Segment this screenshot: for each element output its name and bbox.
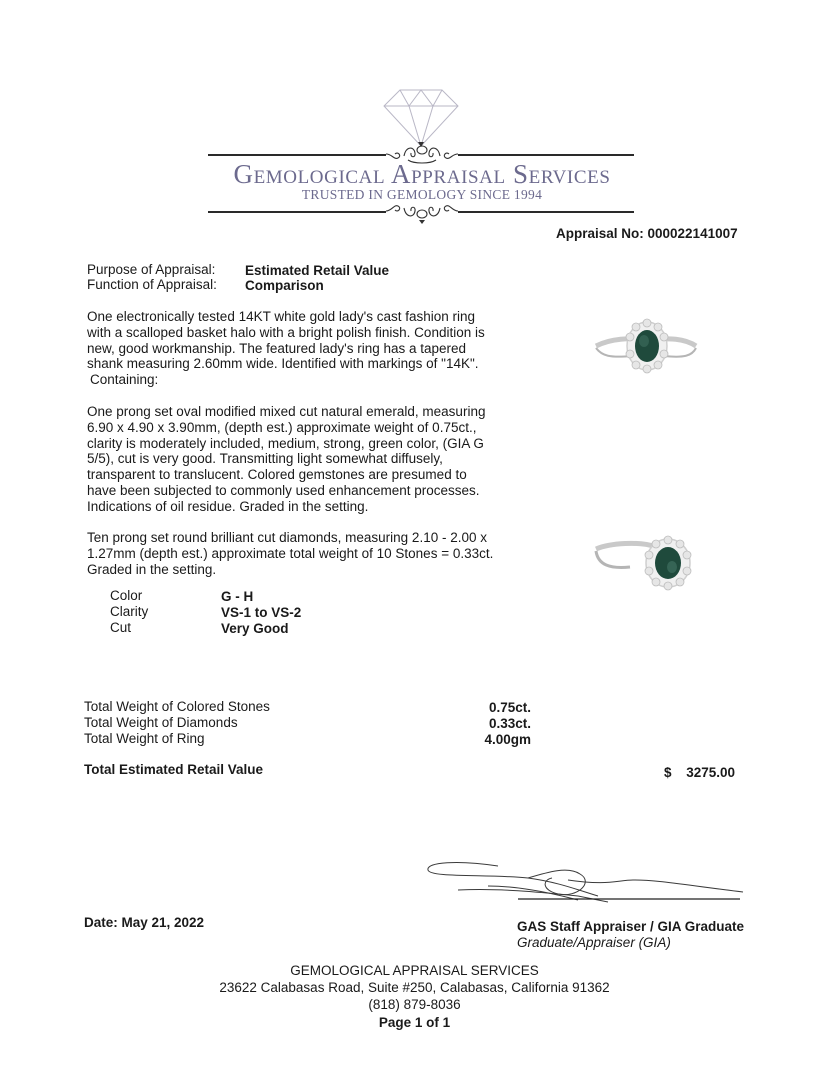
ring-description bbox=[87, 309, 497, 388]
flourish-ornament-icon bbox=[384, 200, 460, 224]
footer-address: 23622 Calabasas Road, Suite #250, Calabasas, California 91362 bbox=[219, 980, 610, 995]
total-value-ring: 4.00gm bbox=[484, 732, 531, 747]
page-number: Page 1 of 1 bbox=[378, 1015, 451, 1030]
containing-label: Containing: bbox=[90, 372, 159, 388]
total-value-colored-stones: 0.75ct. bbox=[488, 700, 531, 715]
header-rule bbox=[208, 211, 386, 213]
signature-subtitle: Graduate/Appraiser (GIA) bbox=[517, 935, 671, 950]
diamond-icon bbox=[382, 88, 460, 148]
total-label-colored-stones: Total Weight of Colored Stones bbox=[84, 699, 270, 714]
header-rule bbox=[458, 211, 634, 213]
currency-symbol: $ bbox=[664, 765, 672, 780]
header-rule bbox=[208, 154, 386, 156]
ring-description-text: One electronically tested 14KT white gold lady's cast fashion ring with a scalloped basket halo with a bright polish finish. Condition is new, good workmanship. The featured lady's ring has a tapered shank measuring 2.60mm wide. Identified with markings of "14K". bbox=[87, 309, 485, 372]
brand-tagline: TRUSTED IN GEMOLOGY SINCE 1994 bbox=[301, 187, 543, 202]
emerald-description: One prong set oval modified mixed cut natural emerald, measuring 6.90 x 4.90 x 3.90mm, (depth est.) approximate weight of 0.75ct., clarity is moderately included, medium, strong, green color, (GIA G 5/5), cut is very good. Transmitting light somewhat diffusely, transparent to translucent. Colored gemstones are presumed to have been subjected to commonly used enhancement processes. Indications of oil residue. Graded in the setting. bbox=[87, 404, 486, 514]
total-value-diamonds: 0.33ct. bbox=[488, 716, 531, 731]
grade-value-clarity: VS-1 to VS-2 bbox=[221, 605, 302, 620]
function-label: Function of Appraisal: bbox=[87, 277, 217, 292]
header-rule bbox=[458, 154, 634, 156]
footer-company: GEMOLOGICAL APPRAISAL SERVICES bbox=[290, 963, 539, 978]
function-value: Comparison bbox=[245, 278, 324, 293]
appraisal-date: Date: May 21, 2022 bbox=[84, 915, 205, 930]
ring-photo-side-view bbox=[590, 525, 700, 595]
total-label-ring: Total Weight of Ring bbox=[84, 731, 205, 746]
signature-mark bbox=[418, 852, 748, 912]
grade-label-clarity: Clarity bbox=[110, 604, 149, 619]
purpose-value: Estimated Retail Value bbox=[245, 263, 390, 278]
grade-value-cut: Very Good bbox=[221, 621, 289, 636]
grade-label-color: Color bbox=[110, 588, 143, 603]
diamonds-description: Ten prong set round brilliant cut diamonds, measuring 2.10 - 2.00 x 1.27mm (depth est.) approximate total weight of 10 Stones = 0.33ct. Graded in the setting. bbox=[87, 530, 494, 577]
ring-photo-top-view bbox=[592, 310, 702, 380]
footer-phone: (818) 879-8036 bbox=[368, 997, 461, 1012]
brand-title: Gemological Appraisal Services bbox=[233, 159, 611, 189]
total-retail-value-label: Total Estimated Retail Value bbox=[84, 762, 264, 777]
grade-value-color: G - H bbox=[221, 589, 254, 604]
appraisal-number: Appraisal No: 000022141007 bbox=[556, 226, 738, 241]
total-retail-value-amount: 3275.00 bbox=[686, 765, 735, 780]
total-label-diamonds: Total Weight of Diamonds bbox=[84, 715, 238, 730]
grade-label-cut: Cut bbox=[110, 620, 132, 635]
purpose-label: Purpose of Appraisal: bbox=[87, 262, 216, 277]
signature-title: GAS Staff Appraiser / GIA Graduate bbox=[517, 919, 745, 934]
